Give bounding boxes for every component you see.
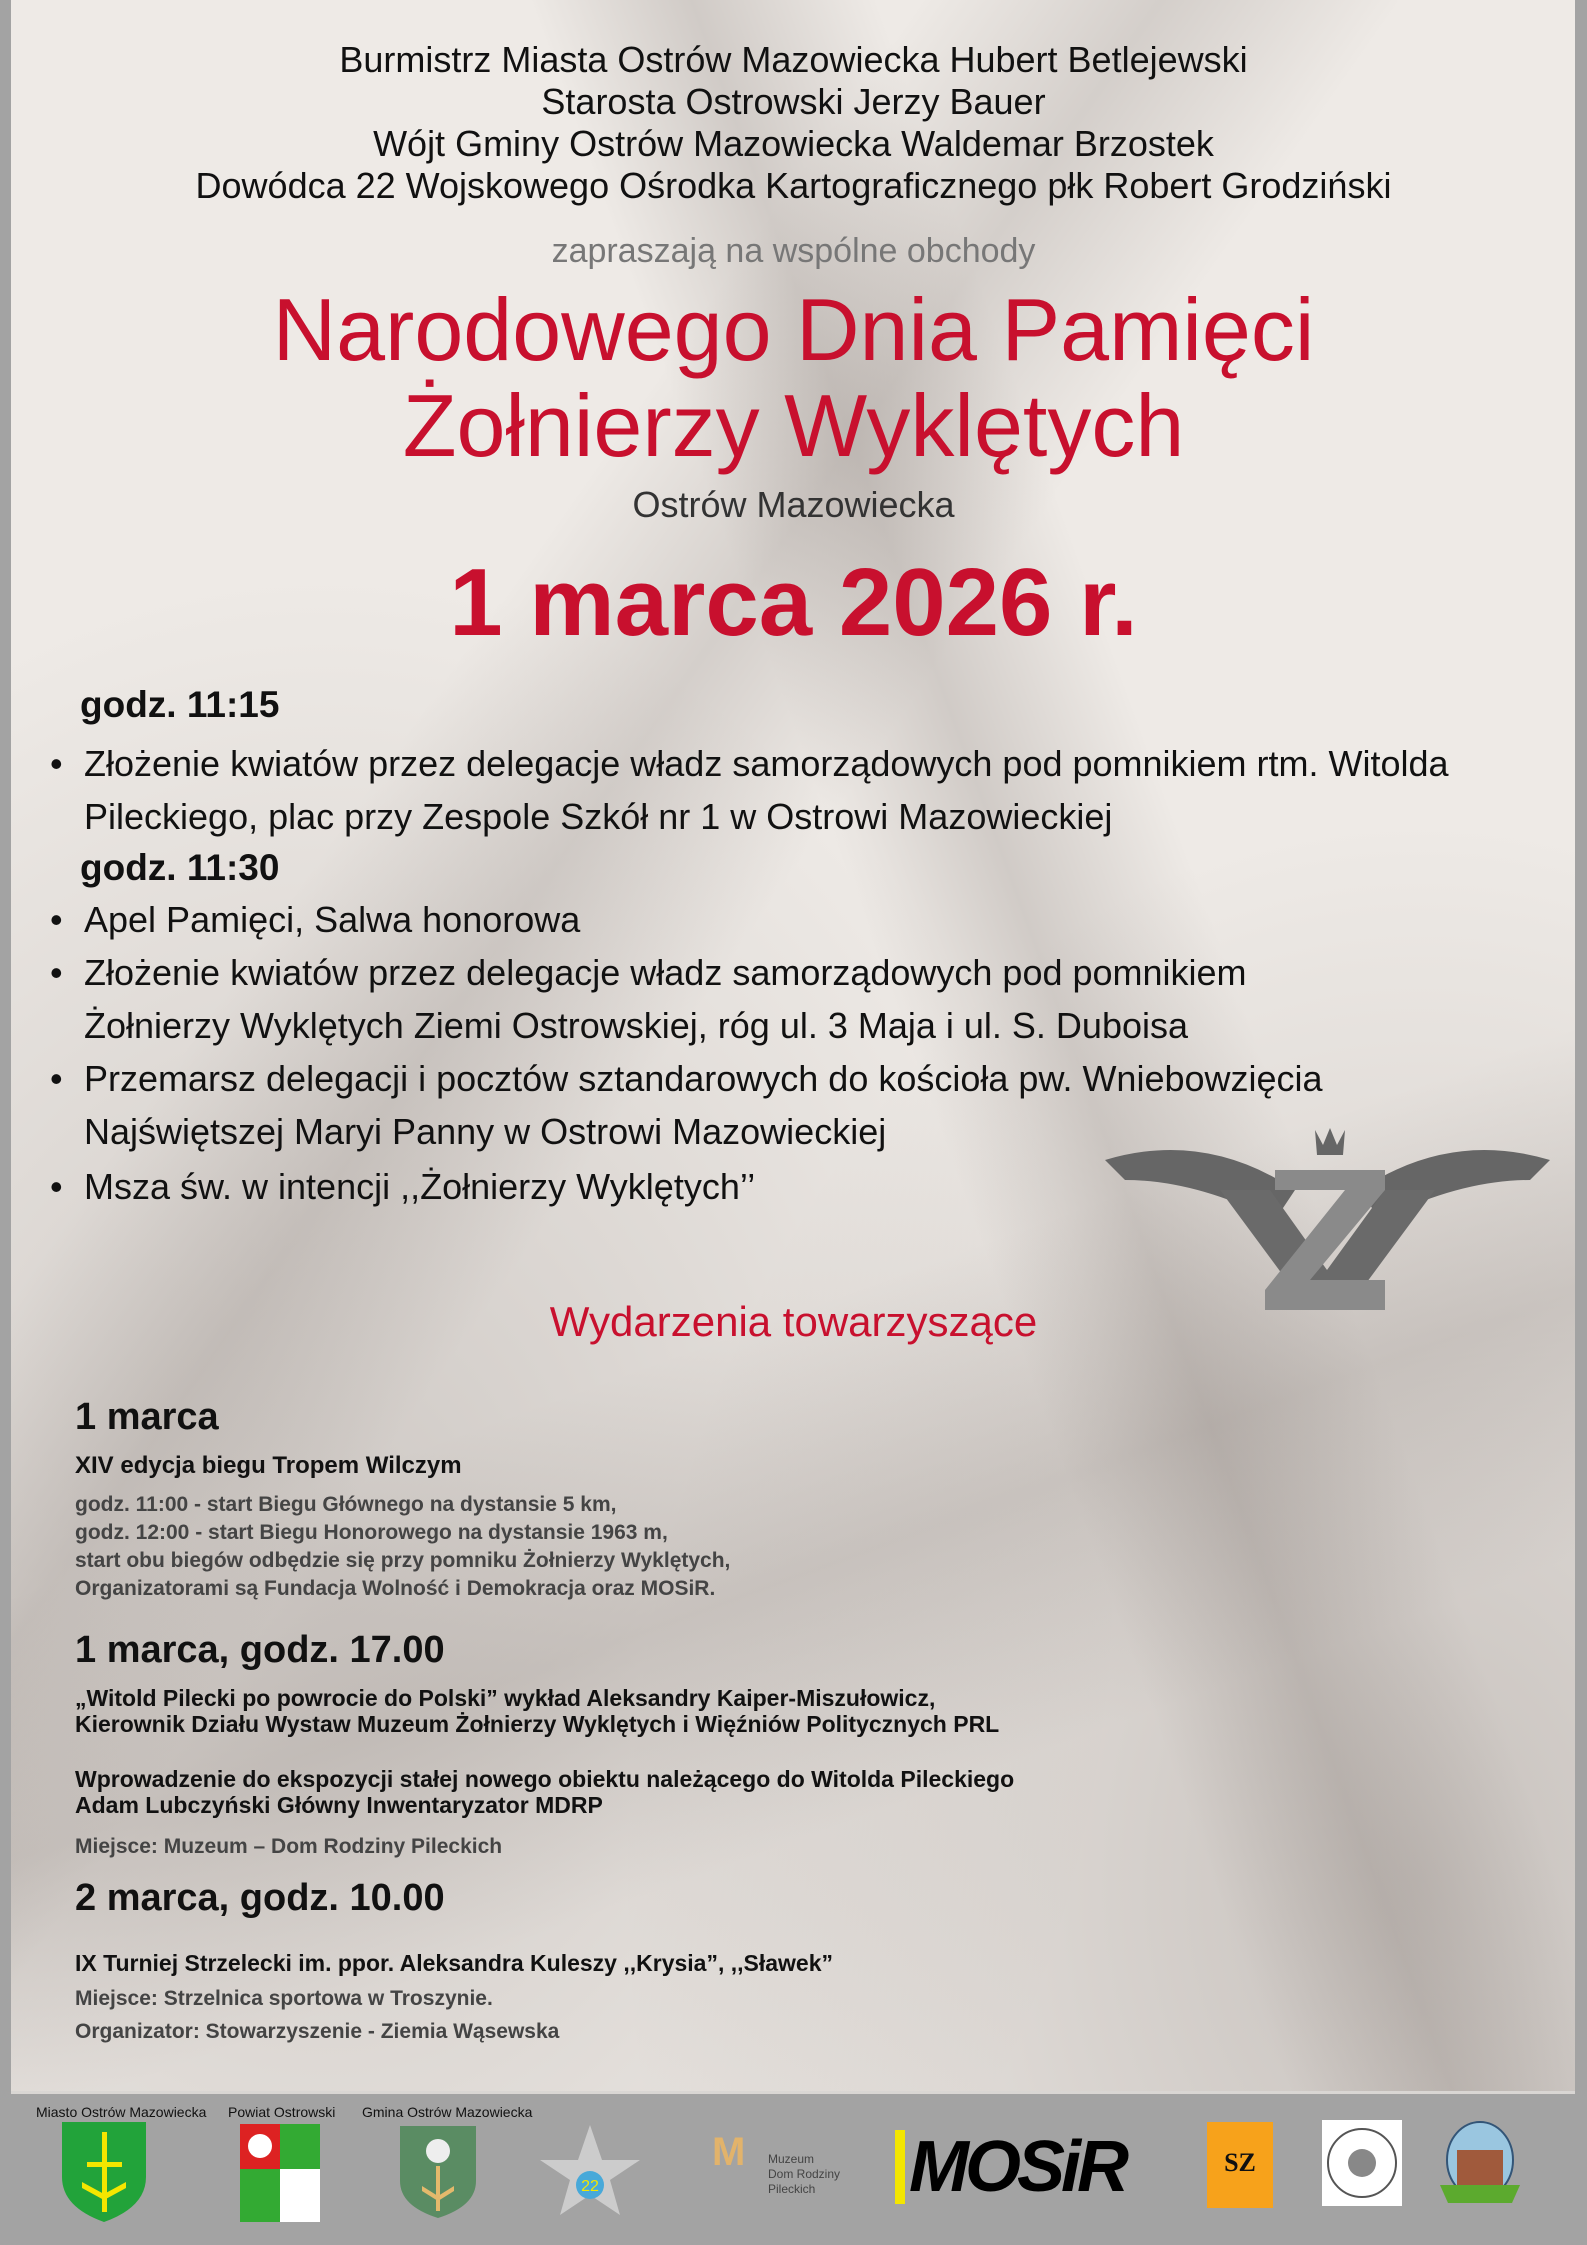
event-title: IX Turniej Strzelecki im. ppor. Aleksandra Kuleszy ,,Krysia”, ,,Sławek” — [75, 1950, 834, 1976]
lecture-line: „Witold Pilecki po powrocie do Polski” wykład Aleksandry Kaiper-Miszułowicz, — [75, 1685, 936, 1711]
organizers — [0, 39, 1587, 207]
museum-mark-icon: M — [712, 2130, 746, 2174]
exhibition-line: Adam Lubczyński Główny Inwentaryzator MDRP — [75, 1792, 603, 1818]
main-date: 1 marca 2026 r. — [449, 549, 1138, 656]
detail-line: godz. 11:00 - start Biegu Głównego na dystansie 5 km, — [75, 1493, 617, 1516]
invite-text: zapraszają na wspólne obchody — [551, 232, 1036, 270]
event-date: 1 marca, godz. 17.00 — [75, 1629, 445, 1671]
logo-label: Powiat Ostrowski — [228, 2104, 336, 2120]
logo-label: Gmina Ostrów Mazowiecka — [362, 2104, 533, 2120]
detail-line: godz. 12:00 - start Biegu Honorowego na dystansie 1963 m, — [75, 1521, 668, 1544]
organizer-line: Starosta Ostrowski Jerzy Bauer — [541, 81, 1046, 122]
commune-coat-of-arms-icon — [400, 2126, 476, 2218]
lecture-text — [75, 1685, 999, 1737]
mosir-logo: MOSiR — [895, 2130, 1125, 2204]
organizer-line: Wójt Gminy Ostrów Mazowiecka Waldemar Brzostek — [373, 123, 1214, 164]
military-center-22-icon — [540, 2125, 640, 2215]
exhibition-text — [75, 1766, 1014, 1818]
event-date: 1 marca — [75, 1396, 219, 1438]
ziemia-wasewska-logo: SZ — [1207, 2122, 1273, 2208]
organizer-line: Dowódca 22 Wojskowego Ośrodka Kartograficznego płk Robert Grodziński — [195, 165, 1392, 206]
events-heading: Wydarzenia towarzyszące — [549, 1298, 1038, 1345]
program-item: • Msza św. w intencji ,,Żołnierzy Wyklętych’’ — [50, 1160, 1550, 1213]
detail-line: start obu biegów odbędzie się przy pomniku Żołnierzy Wyklętych, — [75, 1549, 731, 1572]
title-line-2: Żołnierzy Wyklętych — [402, 376, 1185, 475]
cursed-soldiers-emblem-icon — [1105, 1120, 1550, 1315]
title-line-1: Narodowego Dnia Pamięci — [272, 280, 1315, 379]
museum-name-line: Dom Rodziny — [768, 2167, 841, 2181]
association-logo-icon — [1435, 2120, 1525, 2210]
place: Ostrów Mazowiecka — [632, 484, 955, 525]
event-title: XIV edycja biegu Tropem Wilczym — [75, 1452, 462, 1479]
program-item: • Apel Pamięci, Salwa honorowa — [50, 893, 1550, 946]
time-1115: godz. 11:15 — [80, 684, 280, 725]
event-details — [75, 1491, 730, 1603]
event-place: Miejsce: Strzelnica sportowa w Troszynie. — [75, 1987, 493, 2010]
program-item: • Przemarsz delegacji i pocztów sztandarowych do kościoła pw. Wniebowzięcia Najświętszej Maryi Panny w Ostrowi Mazowieckiej — [50, 1052, 1430, 1158]
lecture-line: Kierownik Działu Wystaw Muzeum Żołnierzy Wyklętych i Więźniów Politycznych PRL — [75, 1711, 1000, 1737]
logo-label: Miasto Ostrów Mazowiecka — [36, 2104, 207, 2120]
program-item: • Złożenie kwiatów przez delegacje władz samorządowych pod pomnikiem rtm. Witolda Pileckiego, plac przy Zespole Szkół nr 1 w Ostrowi Mazowieckiej — [50, 737, 1550, 843]
museum-name-line: Muzeum — [768, 2152, 815, 2166]
detail-line: Organizatorami są Fundacja Wolność i Demokracja oraz MOSiR. — [75, 1577, 716, 1600]
event-date: 2 marca, godz. 10.00 — [75, 1877, 445, 1919]
program-item: • Złożenie kwiatów przez delegacje władz samorządowych pod pomnikiem Żołnierzy Wyklętych Ziemi Ostrowskiej, róg ul. 3 Maja i ul. S. Duboisa — [50, 946, 1350, 1052]
exhibition-line: Wprowadzenie do ekspozycji stałej nowego obiektu należącego do Witolda Pileckiego — [75, 1766, 1015, 1792]
museum-name-line: Pileckich — [768, 2182, 816, 2196]
ipn-logo-icon — [1322, 2120, 1402, 2206]
time-1130: godz. 11:30 — [80, 847, 280, 888]
svg-text:22: 22 — [581, 2178, 599, 2195]
county-coat-of-arms-icon — [240, 2124, 320, 2222]
organizer-line: Burmistrz Miasta Ostrów Mazowiecka Hubert Betlejewski — [339, 39, 1248, 80]
event-organizer: Organizator: Stowarzyszenie - Ziemia Wąsewska — [75, 2020, 560, 2043]
city-coat-of-arms-icon — [62, 2122, 146, 2222]
event-place: Miejsce: Muzeum – Dom Rodziny Pileckich — [75, 1835, 503, 1858]
